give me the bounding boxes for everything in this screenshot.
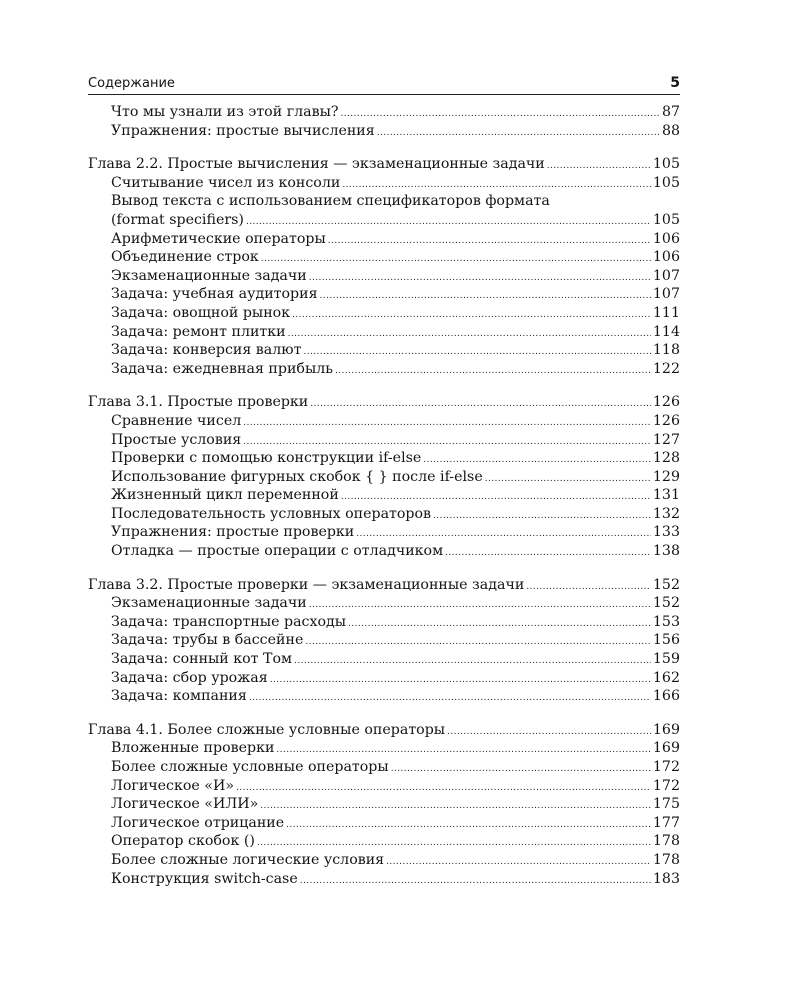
toc-entry[interactable]	[88, 758, 680, 777]
toc-entry-page: 105	[652, 211, 680, 228]
toc-entry-title: Логическое «И»	[111, 777, 235, 794]
toc-entry-page: 107	[652, 286, 680, 303]
toc-entry-page: 122	[652, 360, 680, 377]
toc-entry[interactable]	[88, 211, 680, 230]
toc-entry[interactable]	[88, 832, 680, 851]
toc-leader-dots	[328, 232, 651, 251]
toc-leader-dots	[292, 306, 651, 325]
toc-entry[interactable]	[88, 870, 680, 889]
toc-entry-page: 111	[652, 304, 680, 321]
toc-leader-dots	[305, 633, 651, 652]
toc-entry-page: 118	[652, 342, 680, 359]
toc-entry-page: 126	[652, 412, 680, 429]
toc-entry-page: 183	[652, 870, 680, 887]
toc-section	[88, 103, 680, 140]
toc-leader-dots	[270, 671, 651, 690]
toc-entry-page: 126	[652, 394, 680, 411]
toc-entry[interactable]	[88, 174, 680, 193]
toc-entry[interactable]	[88, 431, 680, 450]
toc-chapter-entry[interactable]	[88, 393, 680, 412]
toc-entry-title: Глава 2.2. Простые вычисления — экзаменационные задачи	[88, 156, 545, 173]
running-header	[88, 73, 680, 95]
toc-entry-title: Жизненный цикл переменной	[111, 487, 339, 504]
toc-entry-page: 114	[652, 323, 680, 340]
toc-entry[interactable]	[88, 341, 680, 360]
toc-leader-dots	[445, 544, 651, 563]
toc-entry[interactable]	[88, 795, 680, 814]
toc-entry-page: 152	[652, 576, 680, 593]
toc-entry-title: Логическое «ИЛИ»	[111, 796, 259, 813]
toc-entry[interactable]	[88, 687, 680, 706]
toc-entry-page: 152	[652, 595, 680, 612]
toc-entry-page: 166	[652, 688, 680, 705]
toc-entry[interactable]	[88, 631, 680, 650]
toc-entry-title: Задача: компания	[111, 688, 247, 705]
toc-entry[interactable]	[88, 650, 680, 669]
toc-chapter-entry[interactable]	[88, 576, 680, 595]
toc-entry[interactable]	[88, 814, 680, 833]
toc-leader-dots	[303, 343, 650, 362]
toc-entry-title: Более сложные логические условия	[111, 851, 385, 868]
running-header-title: Содержание	[88, 76, 175, 91]
toc-entry[interactable]	[88, 360, 680, 379]
toc-leader-dots	[309, 269, 651, 288]
toc-entry-page: 159	[652, 651, 680, 668]
toc-entry[interactable]	[88, 412, 680, 431]
toc-section	[88, 393, 680, 560]
toc-leader-dots	[526, 578, 651, 597]
toc-entry[interactable]	[88, 267, 680, 286]
toc-leader-dots	[286, 816, 651, 835]
toc-leader-dots	[261, 250, 651, 269]
toc-entry-page: 169	[652, 721, 680, 738]
toc-leader-dots	[335, 362, 651, 381]
toc-leader-dots	[433, 507, 651, 526]
toc-entry-title: Что мы узнали из этой главы?	[111, 104, 339, 120]
toc-entry-title: Более сложные условные операторы	[111, 759, 389, 775]
toc-leader-dots	[377, 124, 660, 143]
toc-entry[interactable]	[88, 323, 680, 342]
toc-entry[interactable]	[88, 594, 680, 613]
header-rule	[88, 94, 680, 95]
toc-leader-dots	[348, 615, 651, 634]
toc-entry-title: Логическое отрицание	[111, 814, 285, 831]
toc-entry-page: 153	[652, 613, 680, 630]
toc-entry-page: 177	[652, 814, 680, 831]
toc-entry-title: Вывод текста с использованием спецификаторов формата	[111, 193, 550, 210]
toc-entry[interactable]	[88, 542, 680, 561]
toc-entry-title: Конструкция switch-case	[111, 870, 298, 887]
toc-entry-page: 178	[652, 851, 680, 868]
toc-entry-title: Задача: учебная аудитория	[111, 286, 318, 303]
toc-entry-title: Считывание чисел из консоли	[111, 174, 341, 191]
toc-entry-page: 127	[652, 431, 680, 448]
toc-entry-title: Простые условия	[111, 431, 242, 448]
toc-entry-title: Проверки с помощью конструкции if-else	[111, 450, 422, 467]
toc-entry-page: 105	[652, 174, 680, 191]
toc-entry-title: Арифметические операторы	[111, 230, 326, 247]
toc-entry-page: 138	[652, 543, 680, 560]
toc-entry[interactable]	[88, 304, 680, 323]
toc-entry-title: Вложенные проверки	[111, 740, 275, 757]
toc-entry-title: Экзаменационные задачи	[111, 267, 307, 284]
toc-entry[interactable]	[88, 523, 680, 542]
toc-entry-title: Упражнения: простые вычисления	[111, 122, 375, 139]
toc-entry-page: 88	[661, 122, 680, 139]
toc-entry-page: 87	[661, 104, 680, 120]
toc-leader-dots	[310, 395, 651, 414]
toc-entry-title: Отладка — простые операции с отладчиком	[111, 543, 444, 560]
toc-entry-page: 172	[652, 759, 680, 775]
toc-section	[88, 155, 680, 378]
toc-entry-page: 131	[652, 487, 680, 504]
toc-chapter-entry[interactable]	[88, 721, 680, 740]
toc-section	[88, 576, 680, 706]
toc-entry-page: 156	[652, 632, 680, 649]
toc-entry[interactable]	[88, 230, 680, 249]
toc-leader-dots	[300, 872, 651, 891]
toc-leader-dots	[340, 105, 659, 124]
toc-entry-page: 133	[652, 524, 680, 541]
toc-entry[interactable]	[88, 739, 680, 758]
toc-entry-title: Глава 3.2. Простые проверки — экзаменационные задачи	[88, 576, 525, 593]
toc-entry-title: Последовательность условных операторов	[111, 505, 432, 522]
toc-entry-title: Объединение строк	[111, 249, 259, 266]
toc-entry[interactable]	[88, 285, 680, 304]
toc-entry-page: 175	[652, 796, 680, 813]
toc-entry-page: 172	[652, 777, 680, 794]
toc-entry-title: Задача: ремонт плитки	[111, 323, 286, 340]
toc-leader-dots	[386, 853, 651, 872]
toc-leader-dots	[236, 779, 651, 798]
toc-leader-dots	[243, 414, 651, 433]
toc-entry-title: Экзаменационные задачи	[111, 595, 307, 612]
toc-entry[interactable]	[88, 613, 680, 632]
table-of-contents	[88, 103, 680, 888]
toc-entry[interactable]	[88, 122, 680, 141]
toc-entry[interactable]	[88, 777, 680, 796]
toc-entry-title: Оператор скобок ()	[111, 833, 255, 850]
toc-leader-dots	[485, 470, 651, 489]
toc-section	[88, 721, 680, 888]
toc-entry[interactable]	[88, 505, 680, 524]
toc-entry-page: 106	[652, 230, 680, 247]
toc-entry[interactable]	[88, 248, 680, 267]
toc-entry[interactable]	[88, 486, 680, 505]
toc-entry-page: 169	[652, 740, 680, 757]
toc-entry-title: Задача: сбор урожая	[111, 669, 268, 686]
toc-entry-title: Сравнение чисел	[111, 412, 242, 429]
toc-leader-dots	[547, 157, 651, 176]
toc-entry[interactable]	[88, 192, 680, 211]
toc-leader-dots	[260, 797, 651, 816]
toc-entry[interactable]	[88, 468, 680, 487]
toc-entry-page: 132	[652, 505, 680, 522]
toc-entry-page: 178	[652, 833, 680, 850]
toc-entry-title: Задача: транспортные расходы	[111, 613, 347, 630]
toc-entry-title: Задача: ежедневная прибыль	[111, 360, 333, 377]
toc-entry-title: Задача: конверсия валют	[111, 342, 302, 359]
toc-entry-page: 106	[652, 249, 680, 266]
toc-leader-dots	[447, 723, 651, 742]
toc-entry-title: Упражнения: простые проверки	[111, 524, 355, 541]
toc-leader-dots	[249, 689, 651, 708]
toc-leader-dots	[391, 760, 651, 779]
toc-entry[interactable]	[88, 103, 680, 122]
toc-leader-dots	[288, 325, 651, 344]
toc-entry-page: 107	[652, 267, 680, 284]
toc-entry-title: Использование фигурных скобок { } после if-else	[111, 468, 483, 485]
toc-entry-title: Задача: сонный кот Том	[111, 651, 293, 668]
toc-leader-dots	[309, 596, 651, 615]
toc-entry[interactable]	[88, 669, 680, 688]
toc-entry-title: Глава 4.1. Более сложные условные операторы	[88, 721, 446, 738]
toc-entry[interactable]	[88, 851, 680, 870]
page-number: 5	[670, 75, 680, 91]
toc-entry-page: 105	[652, 156, 680, 173]
toc-entry[interactable]	[88, 449, 680, 468]
toc-leader-dots	[320, 287, 651, 306]
toc-entry-page: 162	[652, 669, 680, 686]
toc-entry-title: Задача: трубы в бассейне	[111, 632, 304, 649]
toc-entry-title: Глава 3.1. Простые проверки	[88, 394, 309, 411]
toc-entry-page: 128	[652, 450, 680, 467]
toc-entry-page: 129	[652, 468, 680, 485]
toc-chapter-entry[interactable]	[88, 155, 680, 174]
toc-leader-dots	[294, 652, 651, 671]
toc-entry-title: (format specifiers)	[111, 211, 244, 228]
toc-entry-title: Задача: овощной рынок	[111, 304, 291, 321]
